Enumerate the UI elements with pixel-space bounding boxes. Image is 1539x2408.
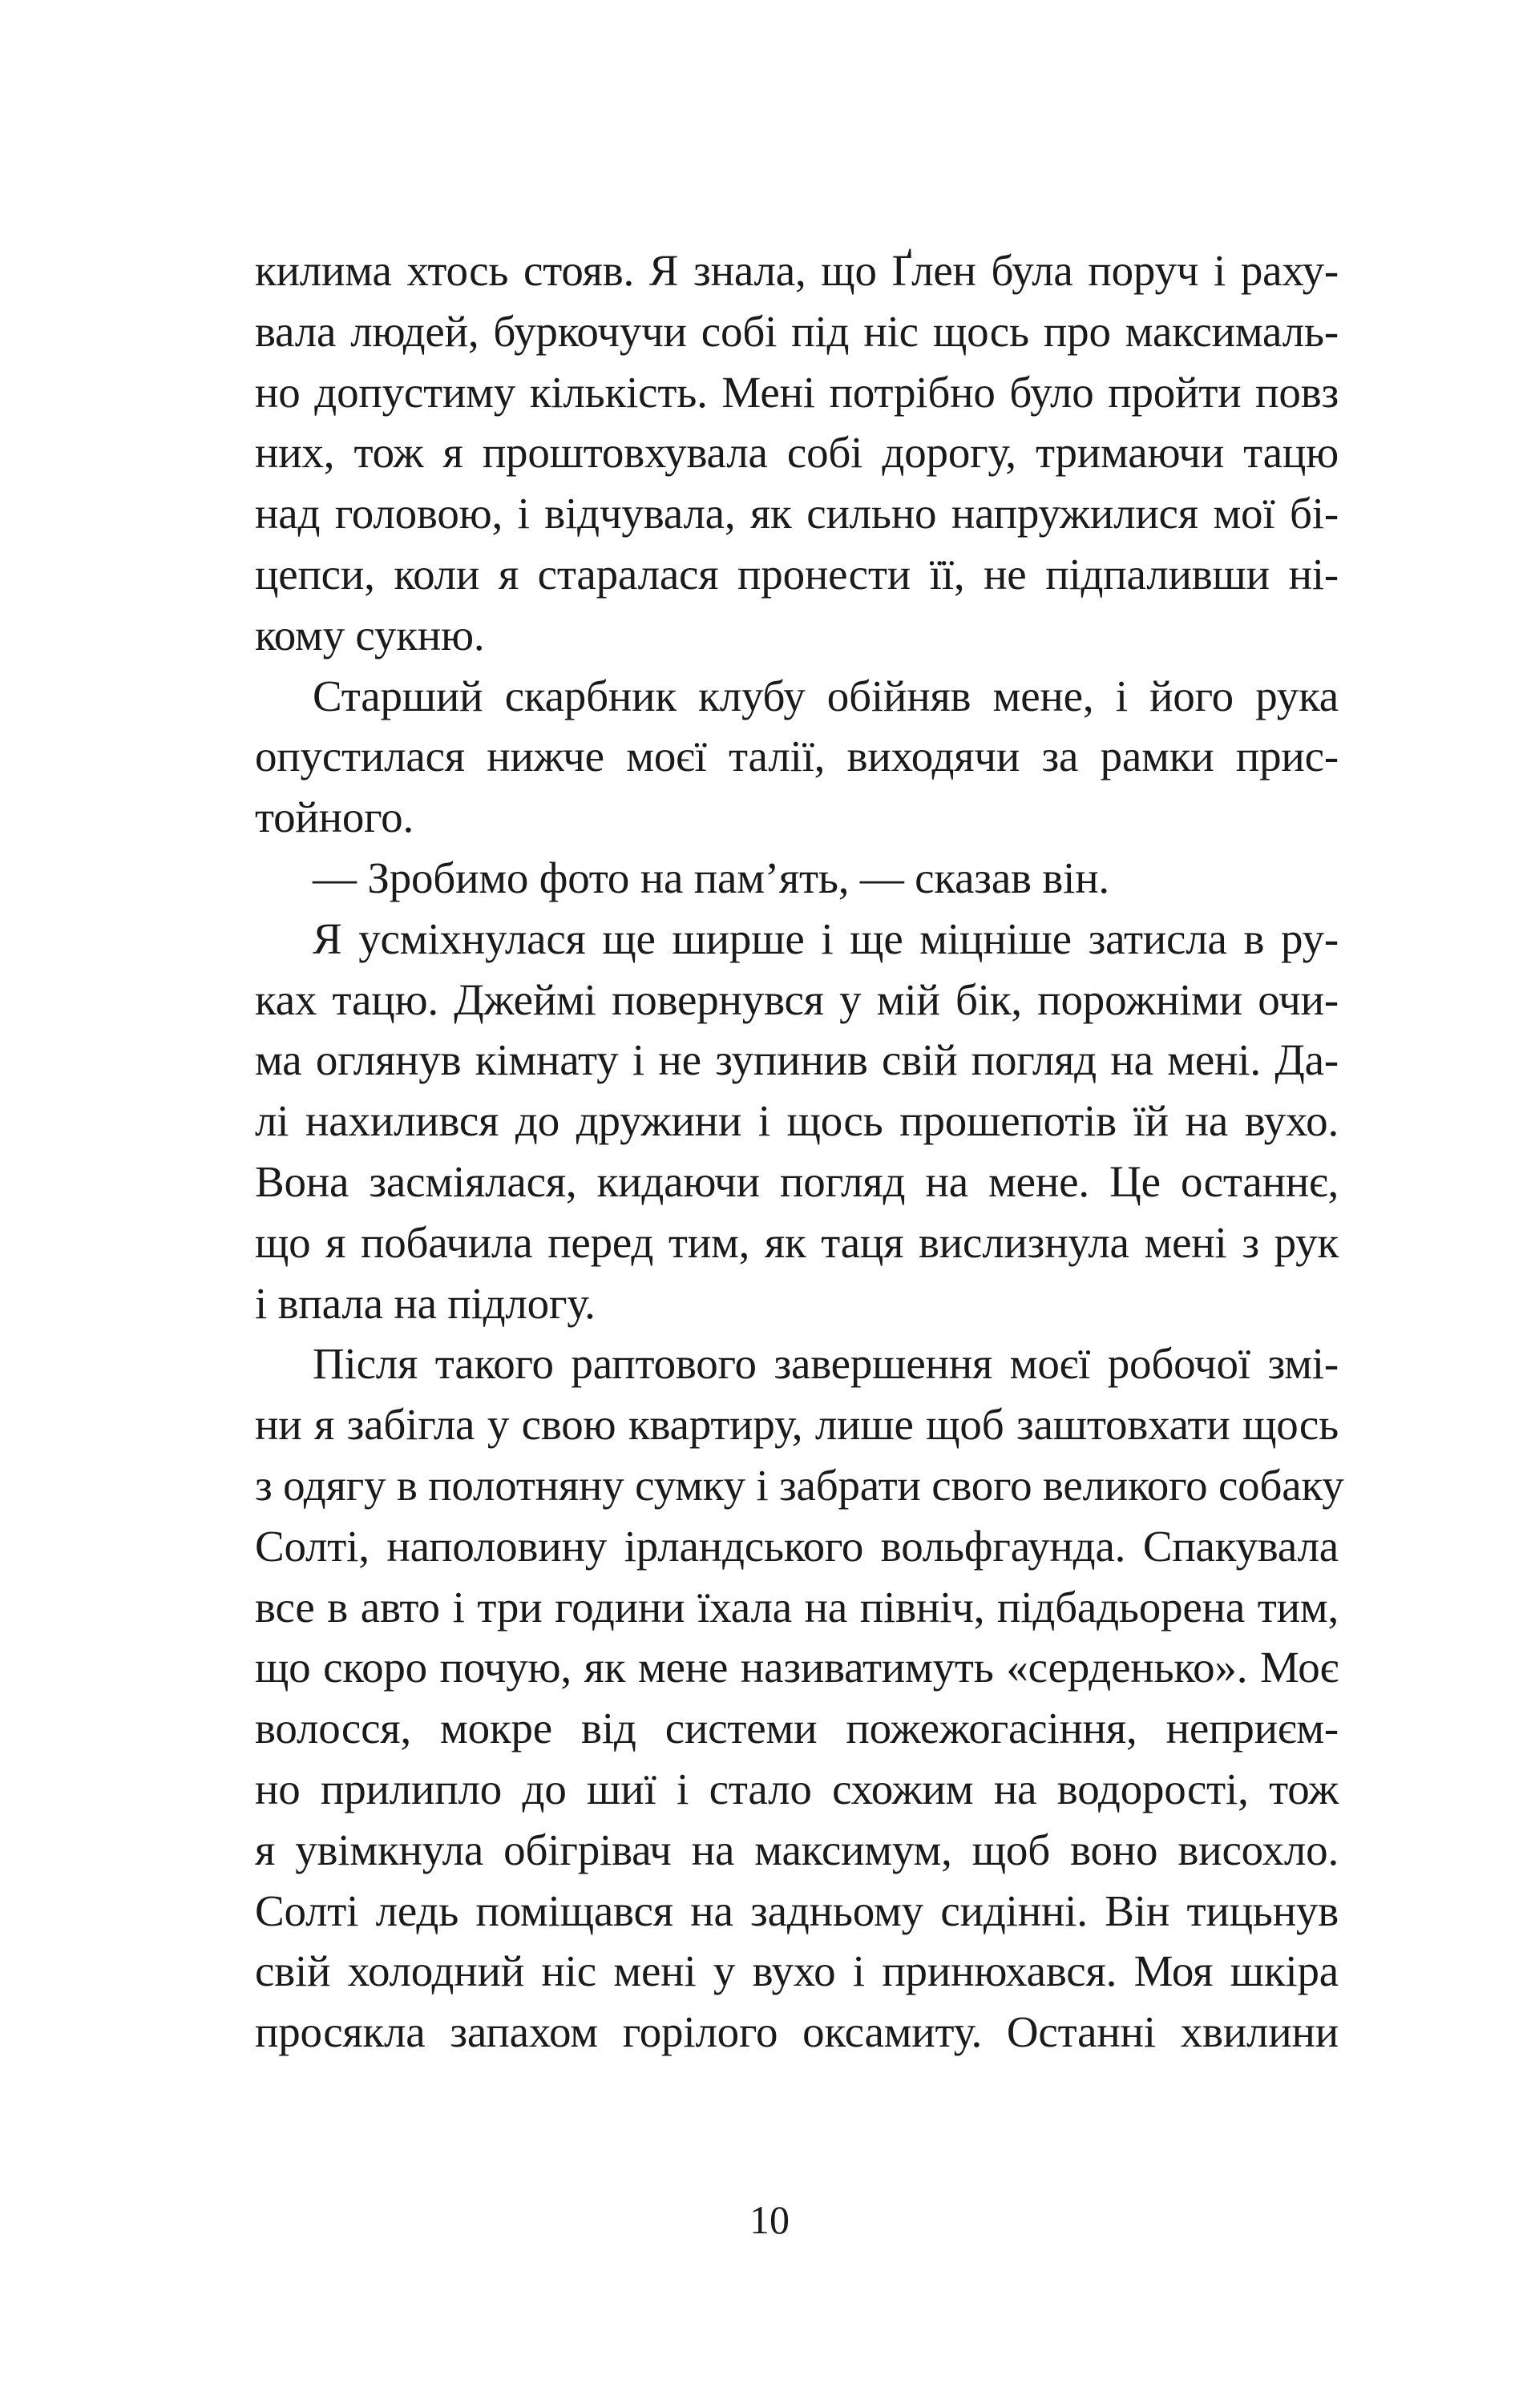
text-line: но допустиму кількість. Мені потрібно було пройти повз [255, 367, 1339, 417]
text-line: Вона засміялася, кидаючи погляд на мене. Це останнє, [255, 1156, 1339, 1206]
text-line: килима хтось стояв. Я знала, що Ґлен була поруч і раху- [255, 246, 1339, 295]
text-line: Старший скарбник клубу обійняв мене, і його рука [313, 671, 1339, 720]
text-line: свій холодний ніс мені у вухо і принюхався. Моя шкіра [255, 1946, 1339, 1996]
text-line: і впала на підлогу. [255, 1278, 596, 1328]
text-line: над головою, і відчувала, як сильно напружилися мої бі- [255, 489, 1339, 538]
text-line: Солті, наполовину ірландського вольфгаунда. Спакувала [255, 1521, 1339, 1571]
text-line: кому сукню. [255, 610, 485, 659]
text-line: цепси, коли я старалася пронести її, не підпаливши ні- [255, 549, 1339, 599]
body-text [255, 240, 1344, 2063]
text-line: ни я забігла у свою квартиру, лише щоб заштовхати щось [255, 1400, 1339, 1450]
text-line: вала людей, буркочучи собі під ніс щось про максималь- [255, 306, 1339, 356]
text-line: Я усміхнулася ще ширше і ще міцніше затисла в ру- [313, 914, 1339, 963]
text-line: я увімкнула обігрівач на максимум, щоб воно висохло. [255, 1825, 1339, 1874]
page-number: 10 [749, 2197, 790, 2242]
text-line: Солті ледь поміщався на задньому сидінні. Він тицьнув [255, 1886, 1339, 1935]
text-line: Після такого раптового завершення моєї робочої змі- [313, 1339, 1339, 1389]
text-line: волосся, мокре від системи пожежогасіння, неприєм- [255, 1704, 1339, 1753]
text-line: просякла запахом горілого оксамиту. Останні хвилини [255, 2007, 1339, 2057]
text-line: лі нахилився до дружини і щось прошепотів їй на вухо. [255, 1096, 1339, 1146]
text-line: з одягу в полотняну сумку і забрати свого великого собаку [255, 1460, 1344, 1510]
text-line: ках тацю. Джеймі повернувся у мій бік, порожніми очи- [255, 974, 1339, 1024]
text-line: що скоро почую, як мене називатимуть «серденько». Моє [255, 1643, 1339, 1692]
text-line: тойного. [255, 793, 414, 842]
text-line: що я побачила перед тим, як таця вислизнула мені з рук [255, 1217, 1339, 1267]
text-line: опустилася нижче моєї талії, виходячи за рамки прис- [255, 732, 1339, 781]
text-line: них, тож я проштовхувала собі дорогу, тримаючи тацю [255, 428, 1339, 478]
text-line: все в авто і три години їхала на північ, підбадьорена тим, [255, 1582, 1339, 1632]
text-line: — Зробимо фото на пам’ять, — сказав він. [313, 853, 1109, 902]
text-line: но прилипло до шиї і стало схожим на водорості, тож [255, 1764, 1339, 1813]
text-line: ма оглянув кімнату і не зупинив свій погляд на мені. Да- [255, 1035, 1339, 1085]
